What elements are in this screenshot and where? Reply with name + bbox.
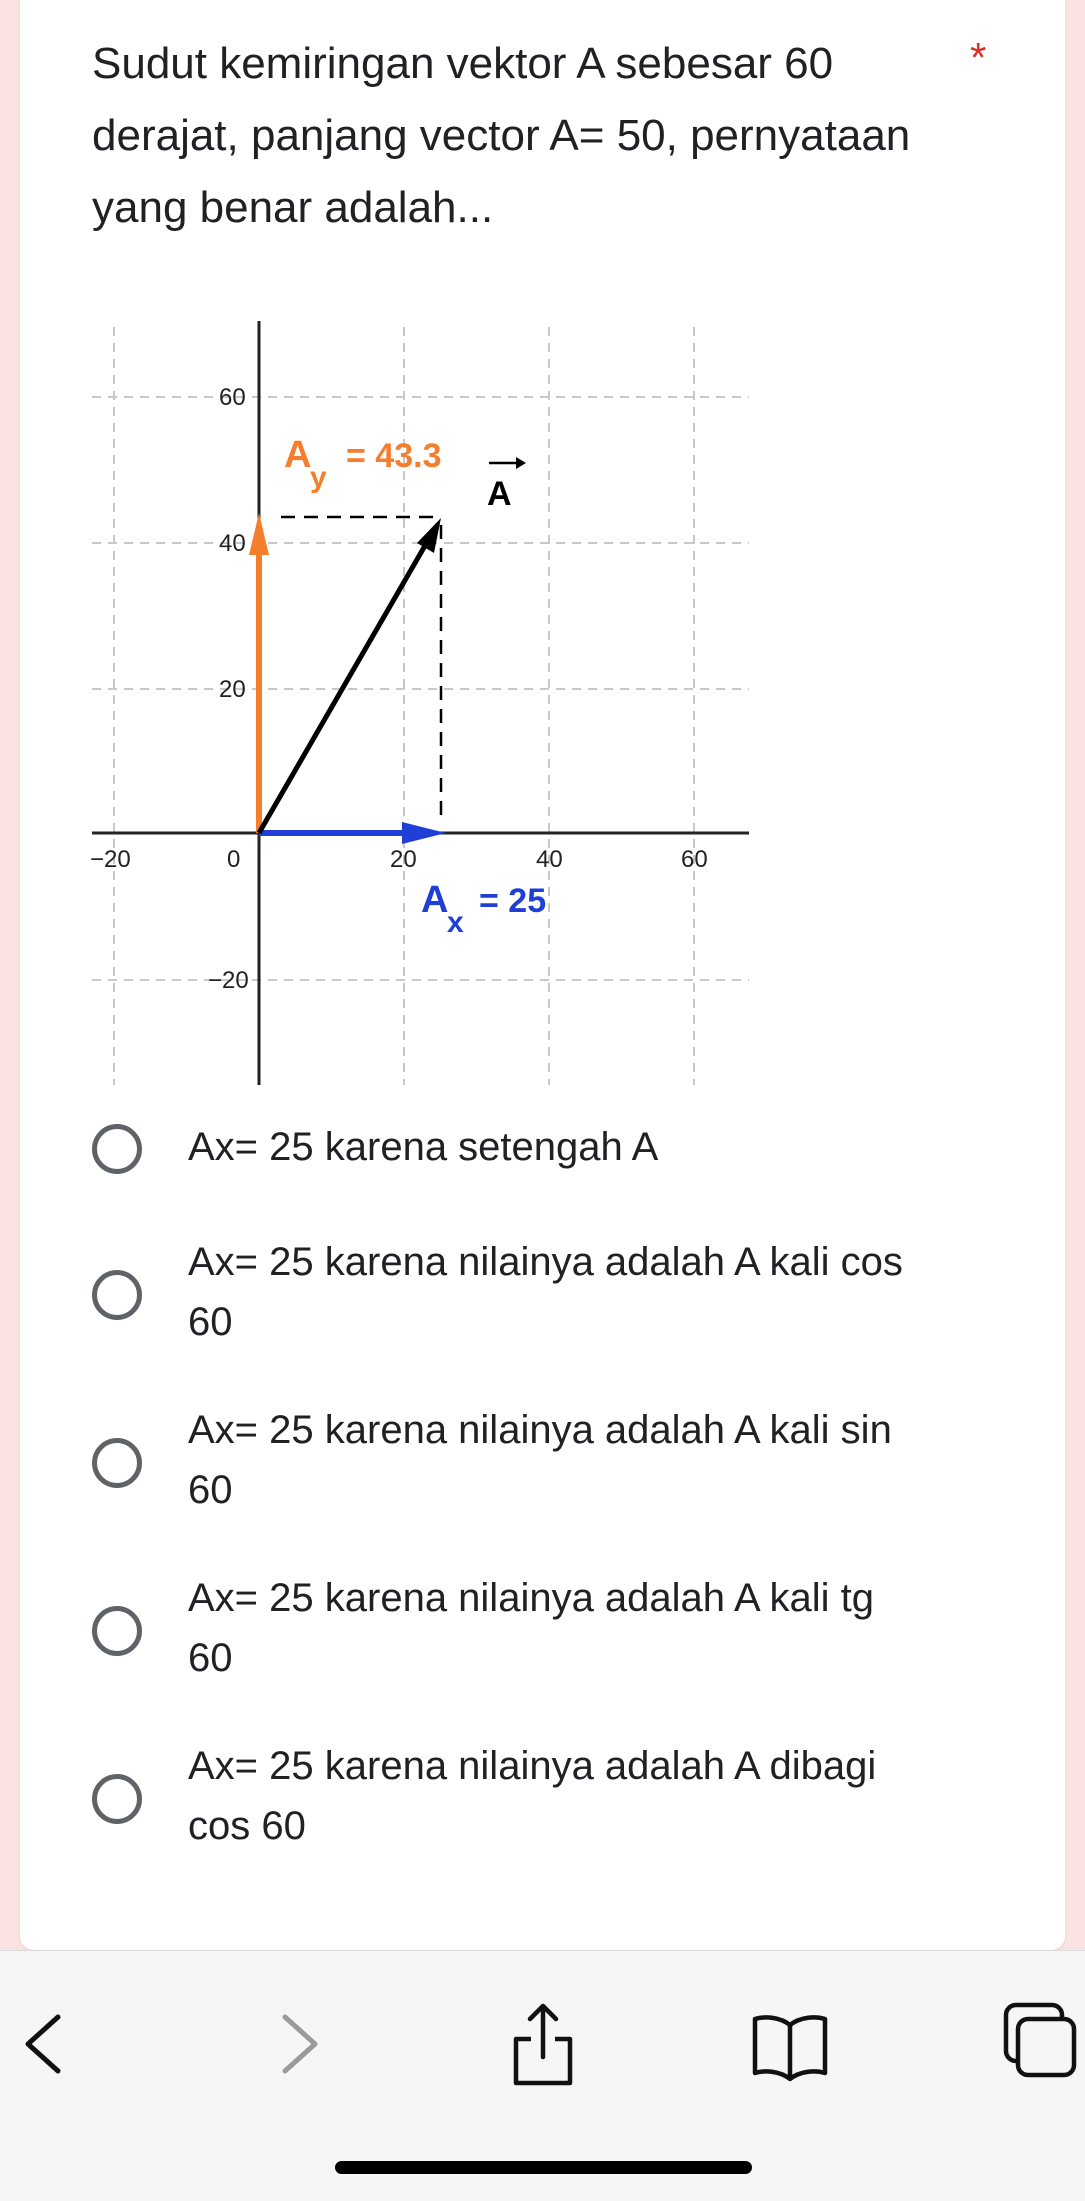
ax-label-main: A (421, 879, 449, 921)
option-label: Ax= 25 karena nilainya adalah A kali cos 60 (188, 1240, 903, 1344)
y-tick-40: 40 (219, 530, 246, 557)
bookmarks-icon[interactable] (745, 1999, 835, 2089)
ay-label-sub: y (310, 461, 327, 494)
vector-diagram (84, 315, 764, 1085)
svg-text:A: A (487, 475, 512, 513)
x-tick-neg20: −20 (90, 846, 131, 873)
vector-figure (84, 315, 764, 1085)
home-indicator[interactable] (335, 2161, 752, 2174)
ay-arrowhead (249, 513, 269, 555)
tabs-icon[interactable] (990, 1999, 1080, 2089)
ax-arrowhead (402, 822, 446, 844)
required-mark: * (970, 34, 987, 81)
ax-label-sub: x (447, 906, 464, 939)
y-tick-60: 60 (219, 384, 246, 411)
y-tick-neg20: −20 (208, 967, 249, 994)
ax-label-value: = 25 (479, 882, 547, 920)
vector-a-arrowhead (417, 518, 441, 553)
y-tick-20: 20 (219, 676, 246, 703)
radio-button[interactable] (92, 1124, 142, 1174)
radio-button[interactable] (92, 1774, 142, 1824)
forward-icon[interactable] (253, 1999, 343, 2089)
x-tick-0: 0 (227, 846, 241, 873)
vector-a-label (487, 457, 526, 513)
share-icon[interactable] (498, 1999, 588, 2089)
option-label: Ax= 25 karena nilainya adalah A dibagi cos 60 (188, 1744, 877, 1848)
ay-label-main: A (284, 434, 312, 476)
radio-button[interactable] (92, 1270, 142, 1320)
radio-button[interactable] (92, 1606, 142, 1656)
x-tick-20: 20 (390, 846, 417, 873)
ay-label-value: = 43.3 (346, 437, 442, 475)
option-label: Ax= 25 karena nilainya adalah A kali sin 60 (188, 1408, 892, 1512)
back-icon[interactable] (0, 1999, 90, 2089)
radio-button[interactable] (92, 1438, 142, 1488)
question-text: Sudut kemiringan vektor A sebesar 60 derajat, panjang vector A= 50, pernyataan yang benar adalah... (92, 39, 911, 232)
x-tick-60: 60 (681, 846, 708, 873)
option-label: Ax= 25 karena setengah A (188, 1125, 659, 1169)
x-tick-40: 40 (536, 846, 563, 873)
option-label: Ax= 25 karena nilainya adalah A kali tg 60 (188, 1576, 875, 1680)
